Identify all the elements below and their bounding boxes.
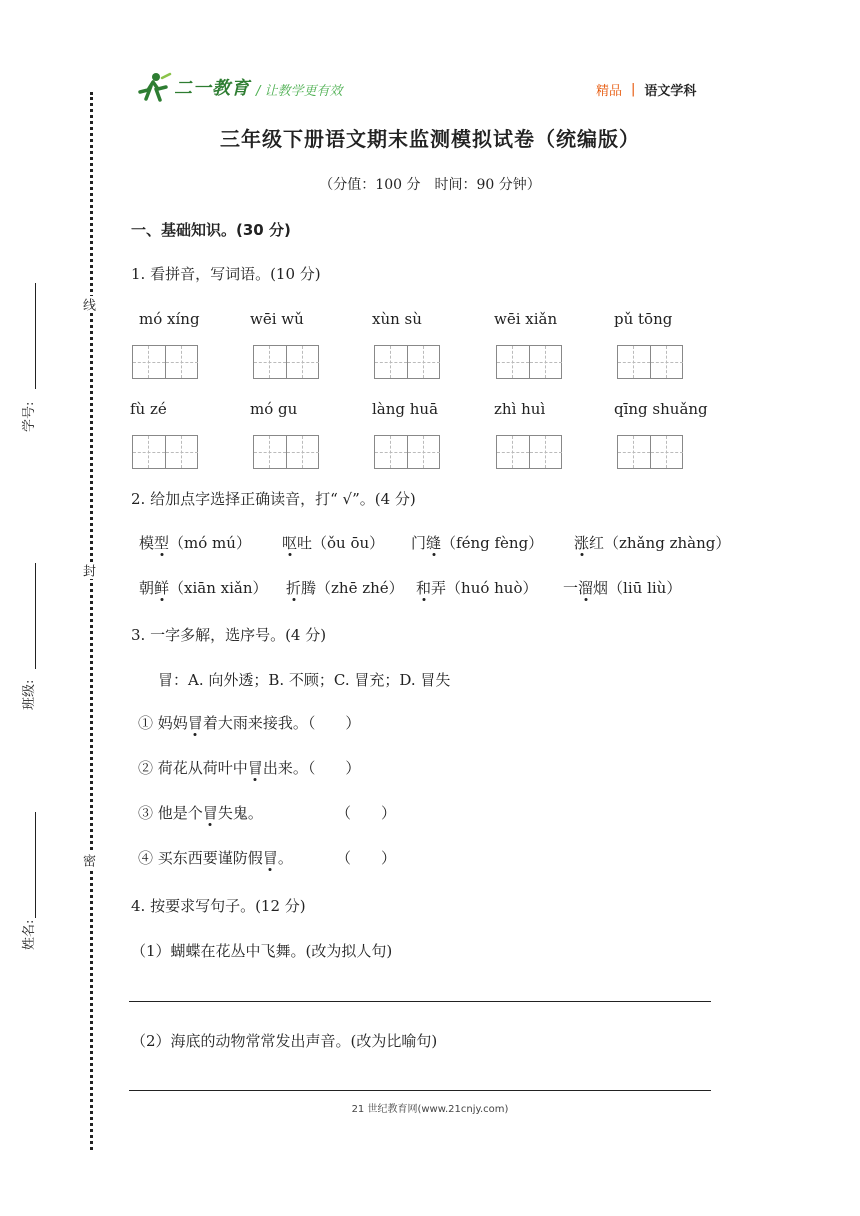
pronunciation-item [139, 532, 251, 553]
dotted-char: 溜 [578, 579, 594, 597]
badge-jingpin: 精品 [596, 84, 623, 99]
sentence-item [138, 802, 263, 823]
writing-grid[interactable] [132, 435, 198, 469]
word-part: 红 [589, 534, 605, 552]
margin-xian: 线 [80, 298, 95, 311]
word-part: 吐 [297, 534, 313, 552]
pronunciation-options[interactable]: （liū liù） [608, 579, 682, 597]
pinyin-item: wēi xiǎn [494, 310, 558, 328]
dotted-char: 鲜 [154, 579, 170, 597]
runner-icon [136, 72, 172, 102]
sentence-part: 着大雨来接我。 [202, 714, 308, 732]
slogan: / 让教学更有效 [256, 84, 343, 99]
sentence-part: 。 [277, 849, 293, 867]
item-number: ① [138, 714, 154, 732]
answer-blank[interactable]: （ ） [307, 714, 361, 732]
sentence-item [138, 847, 293, 868]
item-number: ③ [138, 804, 154, 822]
item-number: ④ [138, 849, 154, 867]
pronunciation-item [416, 577, 538, 598]
sentence-prompt-1: （1）蝴蝶在花丛中飞舞。(改为拟人句) [131, 942, 393, 960]
sentence-part: 买东西要谨防假 [157, 849, 263, 867]
pinyin-item: mó gu [250, 400, 298, 418]
definition-line: 冒：A. 向外透；B. 不顾；C. 冒充；D. 冒失 [158, 671, 451, 689]
xuehao-rule [35, 283, 36, 389]
answer-line-1[interactable] [129, 1001, 711, 1002]
word-part: 模 [139, 534, 155, 552]
dotted-char: 冒 [187, 714, 203, 732]
question-2-label: 2. 给加点字选择正确读音，打“ √”。(4 分) [131, 490, 416, 508]
section-heading-1: 一、基础知识。(30 分) [131, 221, 291, 239]
sentence-part: 妈妈 [157, 714, 188, 732]
writing-grid[interactable] [496, 345, 562, 379]
margin-mi: 密 [80, 854, 95, 867]
writing-grid[interactable] [253, 345, 319, 379]
word-part: 腾 [301, 579, 317, 597]
answer-blank[interactable]: （ ） [307, 759, 361, 777]
pronunciation-options[interactable]: （xiān xiǎn） [169, 579, 268, 597]
sentence-part: 他是个 [157, 804, 203, 822]
page-footer: 21 世纪教育网(www.21cnjy.com) [351, 1104, 509, 1115]
writing-grid[interactable] [374, 435, 440, 469]
sentence-item [138, 712, 360, 733]
sentence-item [138, 757, 360, 778]
xuehao-label: 学号: [22, 401, 37, 432]
pinyin-item: wēi wǔ [250, 310, 304, 328]
xingming-label: 姓名: [22, 919, 37, 950]
dotted-char: 冒 [247, 759, 263, 777]
dotted-char: 和 [416, 579, 432, 597]
writing-grid[interactable] [617, 435, 683, 469]
pronunciation-item [139, 577, 268, 598]
answer-blank[interactable]: （ ） [336, 849, 397, 867]
xingming-rule [35, 812, 36, 918]
sentence-part: 出来。 [262, 759, 308, 777]
pinyin-item: qīng shuǎng [614, 400, 708, 418]
pinyin-item: làng huā [372, 400, 439, 418]
pronunciation-item [286, 577, 404, 598]
pinyin-item: mó xíng [139, 310, 200, 328]
dotted-char: 冒 [262, 849, 278, 867]
word-part: 弄 [431, 579, 447, 597]
writing-grid[interactable] [253, 435, 319, 469]
dotted-char: 呕 [282, 534, 298, 552]
writing-grid[interactable] [132, 345, 198, 379]
item-number: ② [138, 759, 154, 777]
dotted-char: 型 [154, 534, 170, 552]
question-3-label: 3. 一字多解，选序号。(4 分) [131, 626, 327, 644]
answer-line-2[interactable] [129, 1090, 711, 1091]
word-part: 一 [563, 579, 579, 597]
pronunciation-options[interactable]: （mó mú） [169, 534, 251, 552]
pronunciation-options[interactable]: （huó huò） [446, 579, 538, 597]
dotted-char: 涨 [574, 534, 590, 552]
header-right [596, 80, 696, 99]
pronunciation-options[interactable]: （zhē zhé） [316, 579, 404, 597]
word-part: 门 [411, 534, 427, 552]
pinyin-item: xùn sù [372, 310, 422, 328]
word-part: 朝 [139, 579, 155, 597]
binding-dotted-line [90, 92, 93, 1150]
dotted-char: 折 [286, 579, 302, 597]
sentence-part: 荷花从荷叶中 [157, 759, 248, 777]
margin-feng: 封 [80, 564, 95, 577]
pronunciation-item [282, 532, 384, 553]
page-subtitle: （分值：100 分 时间：90 分钟） [319, 177, 541, 193]
word-part: 烟 [593, 579, 609, 597]
logo-text: 二一教育 [174, 78, 250, 99]
question-1-label: 1. 看拼音，写词语。(10 分) [131, 265, 321, 283]
writing-grid[interactable] [374, 345, 440, 379]
writing-grid[interactable] [617, 345, 683, 379]
subject-label: 语文学科 [644, 84, 697, 99]
dotted-char: 冒 [202, 804, 218, 822]
question-4-label: 4. 按要求写句子。(12 分) [131, 897, 306, 915]
pronunciation-options[interactable]: （zhǎng zhàng） [604, 534, 731, 552]
pronunciation-options[interactable]: （féng fèng） [441, 534, 544, 552]
answer-blank[interactable]: （ ） [336, 804, 397, 822]
header-separator: | [631, 82, 636, 97]
pinyin-item: fù zé [130, 400, 167, 418]
banji-rule [35, 563, 36, 669]
brand-logo [136, 72, 250, 102]
sentence-prompt-2: （2）海底的动物常常发出声音。(改为比喻句) [131, 1032, 438, 1050]
pronunciation-item [411, 532, 543, 553]
sentence-part: 失鬼。 [217, 804, 263, 822]
dotted-char: 缝 [426, 534, 442, 552]
page-title: 三年级下册语文期末监测模拟试卷（统编版） [220, 127, 640, 151]
pinyin-item: pǔ tōng [614, 310, 673, 328]
writing-grid[interactable] [496, 435, 562, 469]
banji-label: 班级: [22, 679, 37, 710]
pinyin-item: zhì huì [494, 400, 546, 418]
pronunciation-item [563, 577, 681, 598]
pronunciation-item [574, 532, 730, 553]
pronunciation-options[interactable]: （ǒu ōu） [312, 534, 385, 552]
